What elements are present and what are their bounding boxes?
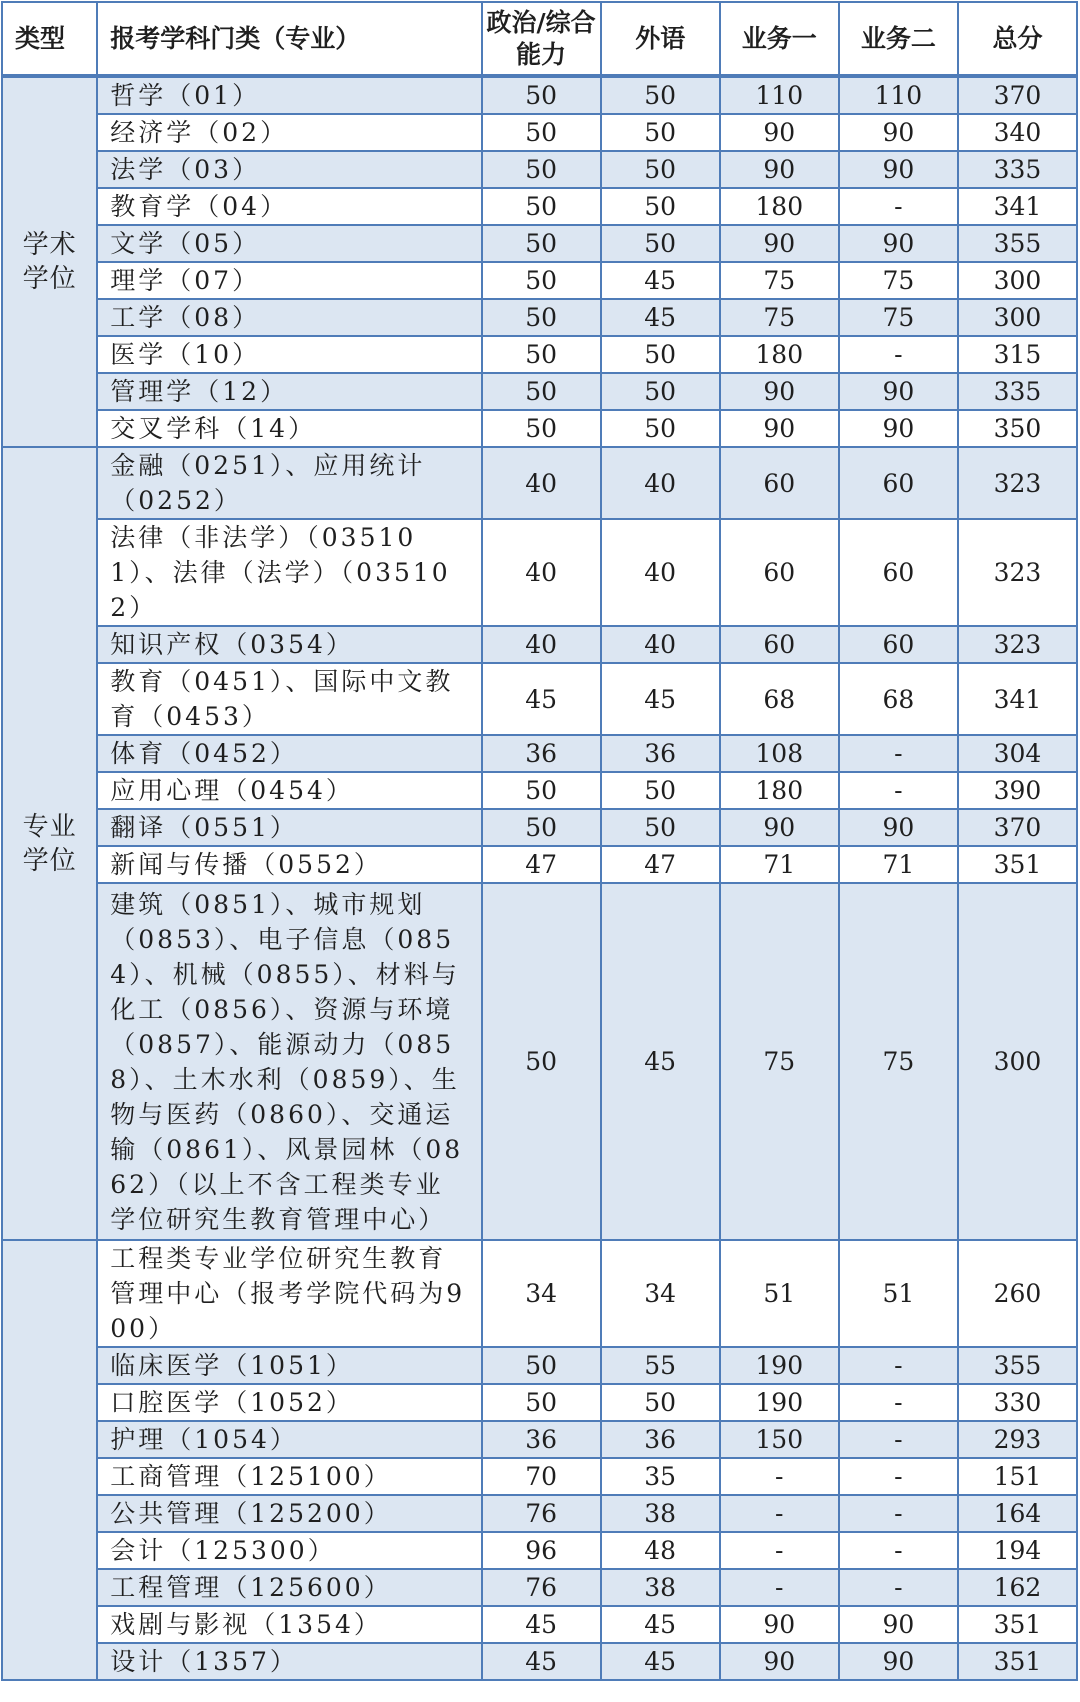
subject-cell: 知识产权（0354） [97, 626, 481, 663]
total-cell: 162 [958, 1569, 1077, 1606]
course2-cell: 51 [839, 1240, 958, 1347]
course2-cell: - [839, 1495, 958, 1532]
total-cell: 194 [958, 1532, 1077, 1569]
politics-cell: 50 [482, 76, 601, 114]
course2-cell: - [839, 1532, 958, 1569]
course1-cell: 150 [720, 1421, 839, 1458]
type-label: 学术学位 [22, 230, 77, 294]
table-row [2, 1347, 1077, 1384]
course2-cell: 90 [839, 225, 958, 262]
total-cell: 341 [958, 663, 1077, 735]
table-row [2, 1240, 1077, 1347]
language-cell: 50 [601, 809, 720, 846]
course2-cell: - [839, 188, 958, 225]
subject-cell: 教育学（04） [97, 188, 481, 225]
language-cell: 36 [601, 1421, 720, 1458]
table-row [2, 299, 1077, 336]
subject-cell: 应用心理（0454） [97, 772, 481, 809]
politics-cell: 34 [482, 1240, 601, 1347]
subject-cell: 新闻与传播（0552） [97, 846, 481, 883]
total-cell: 260 [958, 1240, 1077, 1347]
course2-cell: 75 [839, 299, 958, 336]
course1-cell: 180 [720, 188, 839, 225]
course1-cell: 90 [720, 1643, 839, 1680]
course2-cell: - [839, 1569, 958, 1606]
total-cell: 323 [958, 519, 1077, 626]
header-total: 总分 [958, 2, 1077, 76]
course1-cell: 110 [720, 76, 839, 114]
subject-cell: 翻译（0551） [97, 809, 481, 846]
course2-cell: 60 [839, 447, 958, 519]
course1-cell: 60 [720, 519, 839, 626]
course1-cell: 51 [720, 1240, 839, 1347]
table-body [2, 76, 1077, 1680]
header-type: 类型 [2, 2, 97, 76]
politics-cell: 47 [482, 846, 601, 883]
table-row [2, 114, 1077, 151]
total-cell: 151 [958, 1458, 1077, 1495]
course1-cell: 60 [720, 447, 839, 519]
total-cell: 370 [958, 76, 1077, 114]
course2-cell: 90 [839, 809, 958, 846]
total-cell: 293 [958, 1421, 1077, 1458]
course1-cell: 90 [720, 809, 839, 846]
politics-cell: 45 [482, 1643, 601, 1680]
course2-cell: 68 [839, 663, 958, 735]
language-cell: 45 [601, 262, 720, 299]
table-row [2, 626, 1077, 663]
course2-cell: 75 [839, 262, 958, 299]
course2-cell: 110 [839, 76, 958, 114]
course1-cell: 60 [720, 626, 839, 663]
subject-cell: 设计（1357） [97, 1643, 481, 1680]
total-cell: 351 [958, 846, 1077, 883]
subject-cell: 工程管理（125600） [97, 1569, 481, 1606]
language-cell: 38 [601, 1495, 720, 1532]
course1-cell: 75 [720, 262, 839, 299]
course1-cell: - [720, 1495, 839, 1532]
total-cell: 164 [958, 1495, 1077, 1532]
course1-cell: 180 [720, 772, 839, 809]
subject-cell: 经济学（02） [97, 114, 481, 151]
language-cell: 50 [601, 225, 720, 262]
total-cell: 335 [958, 373, 1077, 410]
language-cell: 50 [601, 1384, 720, 1421]
subject-cell: 哲学（01） [97, 76, 481, 114]
score-table [1, 1, 1078, 1681]
politics-cell: 76 [482, 1569, 601, 1606]
table-row [2, 1495, 1077, 1532]
language-cell: 50 [601, 151, 720, 188]
course1-cell: 90 [720, 151, 839, 188]
politics-cell: 50 [482, 151, 601, 188]
subject-cell: 会计（125300） [97, 1532, 481, 1569]
course1-cell: 75 [720, 299, 839, 336]
language-cell: 36 [601, 735, 720, 772]
language-cell: 50 [601, 336, 720, 373]
politics-cell: 96 [482, 1532, 601, 1569]
politics-cell: 50 [482, 883, 601, 1240]
subject-cell: 理学（07） [97, 262, 481, 299]
header-course2: 业务二 [839, 2, 958, 76]
total-cell: 351 [958, 1643, 1077, 1680]
total-cell: 315 [958, 336, 1077, 373]
table-row [2, 76, 1077, 114]
total-cell: 323 [958, 626, 1077, 663]
course2-cell: 90 [839, 1606, 958, 1643]
language-cell: 35 [601, 1458, 720, 1495]
header-language: 外语 [601, 2, 720, 76]
course1-cell: 190 [720, 1384, 839, 1421]
course2-cell: - [839, 336, 958, 373]
table-row [2, 410, 1077, 447]
language-cell: 40 [601, 447, 720, 519]
table-row [2, 735, 1077, 772]
language-cell: 48 [601, 1532, 720, 1569]
course2-cell: 90 [839, 1643, 958, 1680]
table-row [2, 846, 1077, 883]
subject-cell: 体育（0452） [97, 735, 481, 772]
subject-cell: 法律（非法学）（035101）、法律（法学）（035102） [97, 519, 481, 626]
subject-cell: 临床医学（1051） [97, 1347, 481, 1384]
politics-cell: 40 [482, 447, 601, 519]
subject-cell: 口腔医学（1052） [97, 1384, 481, 1421]
course1-cell: 71 [720, 846, 839, 883]
language-cell: 45 [601, 1606, 720, 1643]
table-row [2, 1569, 1077, 1606]
table-row [2, 1384, 1077, 1421]
language-cell: 40 [601, 519, 720, 626]
type-cell-academic [2, 76, 97, 447]
course2-cell: 90 [839, 373, 958, 410]
language-cell: 45 [601, 299, 720, 336]
subject-cell: 金融（0251）、应用统计（0252） [97, 447, 481, 519]
subject-cell: 护理（1054） [97, 1421, 481, 1458]
course1-cell: 90 [720, 225, 839, 262]
table-row [2, 188, 1077, 225]
language-cell: 40 [601, 626, 720, 663]
politics-cell: 50 [482, 1347, 601, 1384]
course1-cell: 90 [720, 410, 839, 447]
politics-cell: 40 [482, 519, 601, 626]
table-row [2, 772, 1077, 809]
course1-cell: 90 [720, 1606, 839, 1643]
language-cell: 50 [601, 188, 720, 225]
total-cell: 351 [958, 1606, 1077, 1643]
course1-cell: - [720, 1458, 839, 1495]
course1-cell: 108 [720, 735, 839, 772]
table-row [2, 1606, 1077, 1643]
language-cell: 34 [601, 1240, 720, 1347]
table-row [2, 336, 1077, 373]
course1-cell: 180 [720, 336, 839, 373]
language-cell: 50 [601, 373, 720, 410]
table-row [2, 1421, 1077, 1458]
course2-cell: 75 [839, 883, 958, 1240]
course1-cell: 90 [720, 114, 839, 151]
table-row [2, 262, 1077, 299]
table-row [2, 373, 1077, 410]
subject-cell: 工学（08） [97, 299, 481, 336]
politics-cell: 50 [482, 225, 601, 262]
table-row [2, 447, 1077, 519]
language-cell: 50 [601, 76, 720, 114]
header-course1: 业务一 [720, 2, 839, 76]
course2-cell: - [839, 1384, 958, 1421]
header-subject: 报考学科门类（专业） [97, 2, 481, 76]
language-cell: 50 [601, 772, 720, 809]
total-cell: 330 [958, 1384, 1077, 1421]
subject-cell: 建筑（0851）、城市规划（0853）、电子信息（0854）、机械（0855）、材料与化工（0856）、资源与环境（0857）、能源动力（0858）、土木水利（0859）、生物与医药（0860）、交通运输（0861）、风景园林（0862）（以上不含工程类专业学位研究生教育管理中心） [97, 883, 481, 1240]
language-cell: 50 [601, 410, 720, 447]
header-row [2, 2, 1077, 76]
politics-cell: 50 [482, 1384, 601, 1421]
total-cell: 300 [958, 262, 1077, 299]
subject-cell: 管理学（12） [97, 373, 481, 410]
subject-cell: 工商管理（125100） [97, 1458, 481, 1495]
politics-cell: 50 [482, 809, 601, 846]
subject-cell: 公共管理（125200） [97, 1495, 481, 1532]
course2-cell: 90 [839, 410, 958, 447]
course2-cell: - [839, 1458, 958, 1495]
course2-cell: - [839, 735, 958, 772]
politics-cell: 36 [482, 735, 601, 772]
course2-cell: 60 [839, 626, 958, 663]
politics-cell: 50 [482, 114, 601, 151]
language-cell: 50 [601, 114, 720, 151]
subject-cell: 交叉学科（14） [97, 410, 481, 447]
course2-cell: - [839, 1421, 958, 1458]
politics-cell: 50 [482, 772, 601, 809]
course2-cell: 71 [839, 846, 958, 883]
type-cell-professional [2, 447, 97, 1240]
subject-cell: 法学（03） [97, 151, 481, 188]
total-cell: 304 [958, 735, 1077, 772]
type-label: 专业学位 [22, 811, 77, 876]
politics-cell: 36 [482, 1421, 601, 1458]
table-row [2, 883, 1077, 1240]
total-cell: 300 [958, 299, 1077, 336]
politics-cell: 45 [482, 663, 601, 735]
course2-cell: 90 [839, 114, 958, 151]
course1-cell: 190 [720, 1347, 839, 1384]
total-cell: 355 [958, 1347, 1077, 1384]
table-row [2, 1532, 1077, 1569]
total-cell: 340 [958, 114, 1077, 151]
course1-cell: 90 [720, 373, 839, 410]
language-cell: 45 [601, 663, 720, 735]
politics-cell: 50 [482, 373, 601, 410]
language-cell: 47 [601, 846, 720, 883]
header-politics: 政治/综合能力 [482, 2, 601, 76]
subject-cell: 戏剧与影视（1354） [97, 1606, 481, 1643]
course2-cell: 60 [839, 519, 958, 626]
total-cell: 300 [958, 883, 1077, 1240]
table-row [2, 809, 1077, 846]
total-cell: 323 [958, 447, 1077, 519]
table-row [2, 151, 1077, 188]
politics-cell: 76 [482, 1495, 601, 1532]
table-row [2, 519, 1077, 626]
total-cell: 355 [958, 225, 1077, 262]
course2-cell: - [839, 1347, 958, 1384]
course1-cell: 75 [720, 883, 839, 1240]
total-cell: 350 [958, 410, 1077, 447]
table-row [2, 1458, 1077, 1495]
politics-cell: 50 [482, 410, 601, 447]
course2-cell: 90 [839, 151, 958, 188]
politics-cell: 50 [482, 299, 601, 336]
politics-cell: 50 [482, 336, 601, 373]
total-cell: 370 [958, 809, 1077, 846]
language-cell: 45 [601, 1643, 720, 1680]
course1-cell: - [720, 1569, 839, 1606]
politics-cell: 50 [482, 188, 601, 225]
total-cell: 335 [958, 151, 1077, 188]
language-cell: 38 [601, 1569, 720, 1606]
subject-cell: 教育（0451）、国际中文教育（0453） [97, 663, 481, 735]
table-row [2, 225, 1077, 262]
course1-cell: - [720, 1532, 839, 1569]
language-cell: 45 [601, 883, 720, 1240]
politics-cell: 45 [482, 1606, 601, 1643]
type-cell-third [2, 1240, 97, 1680]
course2-cell: - [839, 772, 958, 809]
politics-cell: 50 [482, 262, 601, 299]
course1-cell: 68 [720, 663, 839, 735]
language-cell: 55 [601, 1347, 720, 1384]
total-cell: 341 [958, 188, 1077, 225]
subject-cell: 工程类专业学位研究生教育管理中心（报考学院代码为900） [97, 1240, 481, 1347]
total-cell: 390 [958, 772, 1077, 809]
subject-cell: 医学（10） [97, 336, 481, 373]
table-row [2, 1643, 1077, 1680]
subject-cell: 文学（05） [97, 225, 481, 262]
table-row [2, 663, 1077, 735]
politics-cell: 70 [482, 1458, 601, 1495]
politics-cell: 40 [482, 626, 601, 663]
